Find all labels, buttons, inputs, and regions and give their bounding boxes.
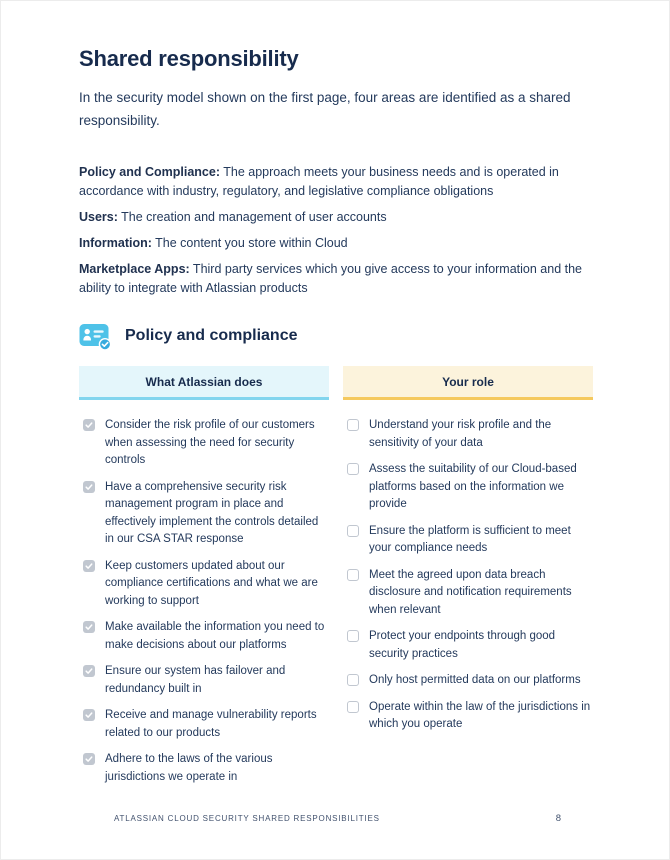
definition-item xyxy=(79,208,589,227)
checked-checkbox-icon xyxy=(83,709,95,721)
list-item xyxy=(83,558,329,611)
list-item xyxy=(83,707,329,742)
list-item-text: Have a comprehensive security risk management program in place and effectively implement the controls detailed in our CSA STAR response xyxy=(105,480,319,545)
list-item xyxy=(347,417,593,452)
list-item-text: Adhere to the laws of the various jurisdictions we operate in xyxy=(105,753,273,783)
id-card-check-icon xyxy=(79,322,112,351)
list-item-text: Consider the risk profile of our customers when assessing the need for security controls xyxy=(105,419,315,466)
list-item xyxy=(347,699,593,734)
your-role-items-list xyxy=(343,417,593,734)
column-header-atlassian: What Atlassian does xyxy=(79,366,329,400)
list-item-text: Keep customers updated about our compliance certifications and what we are working to support xyxy=(105,559,318,607)
definition-text: Third party services which you give access to your information and the ability to integrate with Atlassian products xyxy=(79,262,583,295)
page-content xyxy=(79,1,593,795)
list-item xyxy=(347,523,593,558)
list-item-text: Understand your risk profile and the sensitivity of your data xyxy=(369,419,552,449)
list-item-text: Meet the agreed upon data breach disclosure and notification requirements when relevant xyxy=(369,568,572,616)
section-title: Policy and compliance xyxy=(125,327,298,344)
footer-document-title: ATLASSIAN CLOUD SECURITY SHARED RESPONSIBILITIES xyxy=(114,814,380,823)
checked-checkbox-icon xyxy=(83,753,95,765)
definition-term: Users: xyxy=(79,210,118,224)
definition-item xyxy=(79,260,589,298)
list-item-text: Ensure our system has failover and redundancy built in xyxy=(105,665,286,695)
list-item-text: Protect your endpoints through good security practices xyxy=(369,630,556,660)
empty-checkbox-icon xyxy=(347,525,359,537)
list-item xyxy=(347,672,593,690)
definition-term: Marketplace Apps: xyxy=(79,262,190,276)
empty-checkbox-icon xyxy=(347,463,359,475)
definition-item xyxy=(79,163,589,201)
definition-item xyxy=(79,234,589,253)
definition-text: The creation and management of user accounts xyxy=(117,210,387,224)
empty-checkbox-icon xyxy=(347,701,359,713)
column-your-role xyxy=(343,366,593,795)
list-item-text: Ensure the platform is sufficient to meet your compliance needs xyxy=(369,524,571,554)
empty-checkbox-icon xyxy=(347,569,359,581)
intro-paragraph: In the security model shown on the first page, four areas are identified as a shared responsibility. xyxy=(79,90,571,128)
list-item-text: Operate within the law of the jurisdictions in which you operate xyxy=(369,700,591,730)
checked-checkbox-icon xyxy=(83,560,95,572)
responsibility-table xyxy=(79,366,593,795)
definition-text: The content you store within Cloud xyxy=(151,236,348,250)
list-item xyxy=(347,567,593,620)
list-item xyxy=(83,417,329,470)
list-item-text: Assess the suitability of our Cloud-based platforms based on the information we provide xyxy=(369,463,577,510)
empty-checkbox-icon xyxy=(347,630,359,642)
list-item-text: Make available the information you need to make decisions about our platforms xyxy=(105,621,325,651)
checked-checkbox-icon xyxy=(83,481,95,493)
list-item xyxy=(83,751,329,786)
atlassian-items-list xyxy=(79,417,329,786)
empty-checkbox-icon xyxy=(347,419,359,431)
list-item-text: Only host permitted data on our platforms xyxy=(369,674,581,686)
definition-term: Policy and Compliance: xyxy=(79,165,221,179)
list-item xyxy=(83,479,329,549)
page-number: 8 xyxy=(555,813,561,824)
checked-checkbox-icon xyxy=(83,665,95,677)
list-item xyxy=(83,663,329,698)
list-item xyxy=(347,628,593,663)
empty-checkbox-icon xyxy=(347,674,359,686)
column-what-atlassian-does xyxy=(79,366,329,795)
page-footer xyxy=(1,814,670,826)
checked-checkbox-icon xyxy=(83,621,95,633)
section-heading xyxy=(79,319,593,353)
definition-text: The approach meets your business needs and is operated in accordance with industry, regulatory, and legislative compliance obligations xyxy=(79,165,559,198)
column-header-your-role: Your role xyxy=(343,366,593,400)
list-item xyxy=(83,619,329,654)
definition-list xyxy=(79,163,589,298)
checked-checkbox-icon xyxy=(83,419,95,431)
list-item-text: Receive and manage vulnerability reports related to our products xyxy=(105,709,317,739)
definition-term: Information: xyxy=(79,236,152,250)
list-item xyxy=(347,461,593,514)
page-title: Shared responsibility xyxy=(79,46,299,71)
